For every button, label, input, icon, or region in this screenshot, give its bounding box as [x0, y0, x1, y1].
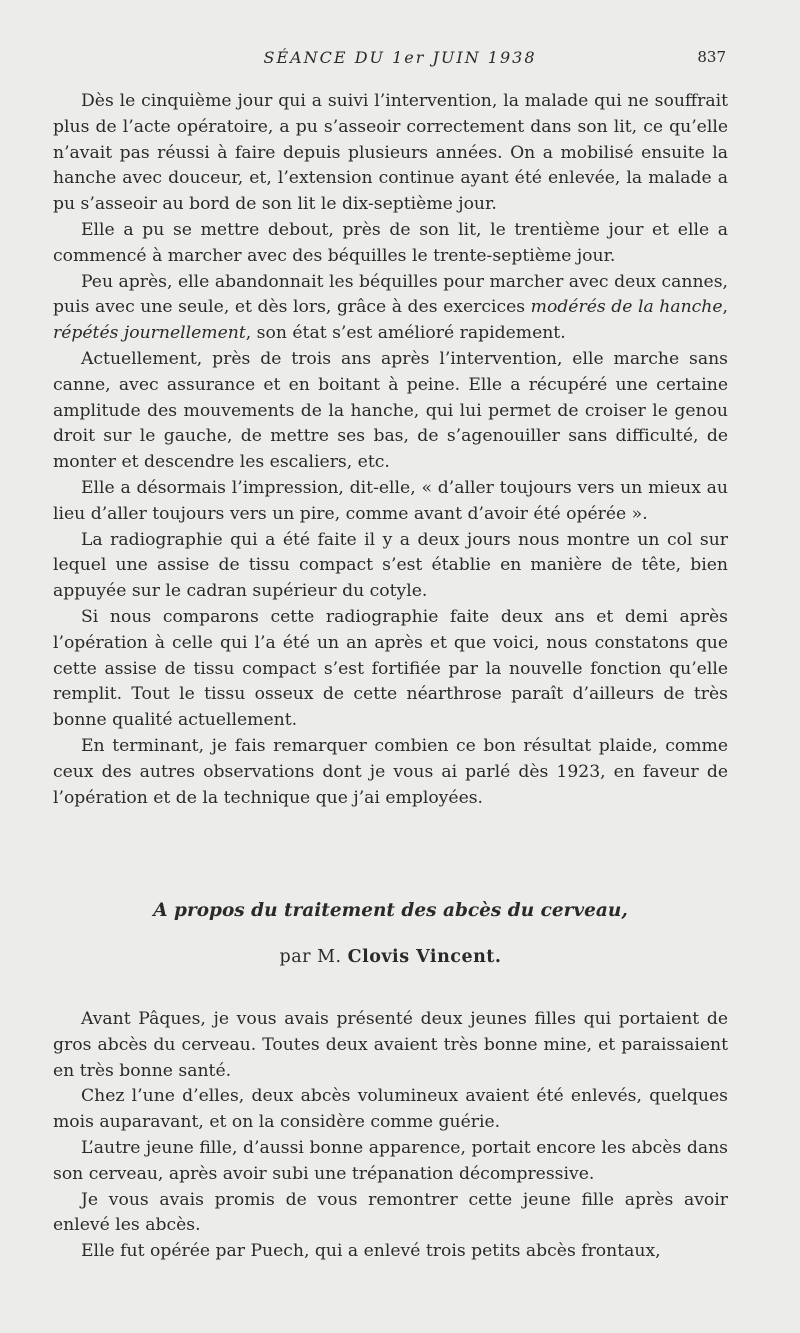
paragraph — [53, 270, 728, 347]
article-body-continued — [53, 89, 728, 811]
article-body-new — [53, 1007, 728, 1265]
page-header — [0, 48, 800, 72]
section-title: A propos du traitement des abcès du cerveau, — [153, 900, 628, 921]
paragraph: Je vous avais promis de vous remontrer cette jeune fille après avoir enlevé les abcès. — [53, 1189, 728, 1236]
paragraph: En terminant, je fais remarquer combien ce bon résultat plaide, comme ceux des autres observations dont je vous ai parlé dès 1923, en faveur de l’opération et de la technique que j’ai employées. — [53, 735, 728, 808]
italic-phrase: répétés journellement — [53, 323, 246, 344]
paragraph-text: , — [722, 297, 728, 318]
paragraph-text: Peu après, elle abandonnait les béquilles pour marcher avec deux cannes, puis avec une seule, et dès lors, grâce à des exercices — [53, 271, 728, 318]
paragraph: Dès le cinquième jour qui a suivi l’intervention, la malade qui ne souffrait plus de l’acte opératoire, a pu s’asseoir correctement dans son lit, ce qu’elle n’avait pas réussi à faire depuis plusieurs années. On a mobilisé ensuite la hanche avec douceur, et, l’extension continue ayant été enlevée, la malade a pu s’asseoir au bord de son lit le dix-septième jour. — [53, 91, 728, 215]
italic-phrase: modérés de la hanche — [530, 297, 723, 318]
paragraph: Elle a pu se mettre debout, près de son lit, le trentième jour et elle a commencé à marcher avec des béquilles le trente-septième jour. — [53, 219, 728, 266]
paragraph: Si nous comparons cette radiographie faite deux ans et demi après l’opération à celle qui l’a été un an après et que voici, nous constatons que cette assise de tissu compact s’est fortifiée par la nouvelle fonction qu’elle remplit. Tout le tissu osseux de cette néarthrose paraît d’ailleurs de très bonne qualité actuellement. — [53, 606, 728, 731]
section-author — [53, 947, 728, 967]
section-heading — [53, 900, 728, 967]
paragraph: Actuellement, près de trois ans après l’intervention, elle marche sans canne, avec assurance et en boitant à peine. Elle a récupéré une certaine amplitude des mouvements de la hanche, qui lui permet de croiser le genou droit sur le gauche, de mettre ses bas, de s’agenouiller sans difficulté, de monter et descendre les escaliers, etc. — [53, 348, 728, 473]
paragraph: Elle fut opérée par Puech, qui a enlevé trois petits abcès frontaux, — [81, 1241, 661, 1262]
author-prefix: par M. — [279, 947, 342, 967]
author-name: Clovis Vincent. — [347, 947, 502, 967]
paragraph-text: , son état s’est amélioré rapidement. — [245, 323, 566, 344]
paragraph: Avant Pâques, je vous avais présenté deux jeunes filles qui portaient de gros abcès du cerveau. Toutes deux avaient très bonne mine, et paraissaient en très bonne santé. — [53, 1009, 728, 1081]
paragraph: Elle a désormais l’impression, dit-elle, « d’aller toujours vers un mieux au lieu d’aller toujours vers un pire, comme avant d’avoir été opérée ». — [53, 477, 728, 524]
running-title: SÉANCE DU 1er JUIN 1938 — [263, 48, 537, 67]
paragraph: Chez l’une d’elles, deux abcès volumineux avaient été enlevés, quelques mois auparavant, et on la considère comme guérie. — [53, 1086, 728, 1133]
paragraph: L’autre jeune fille, d’aussi bonne apparence, portait encore les abcès dans son cerveau, après avoir subi une trépanation décompressive. — [53, 1137, 728, 1184]
paragraph: La radiographie qui a été faite il y a deux jours nous montre un col sur lequel une assise de tissu compact s’est établie en manière de tête, bien appuyée sur le cadran supérieur du cotyle. — [53, 529, 728, 602]
page-number: 837 — [697, 48, 726, 66]
